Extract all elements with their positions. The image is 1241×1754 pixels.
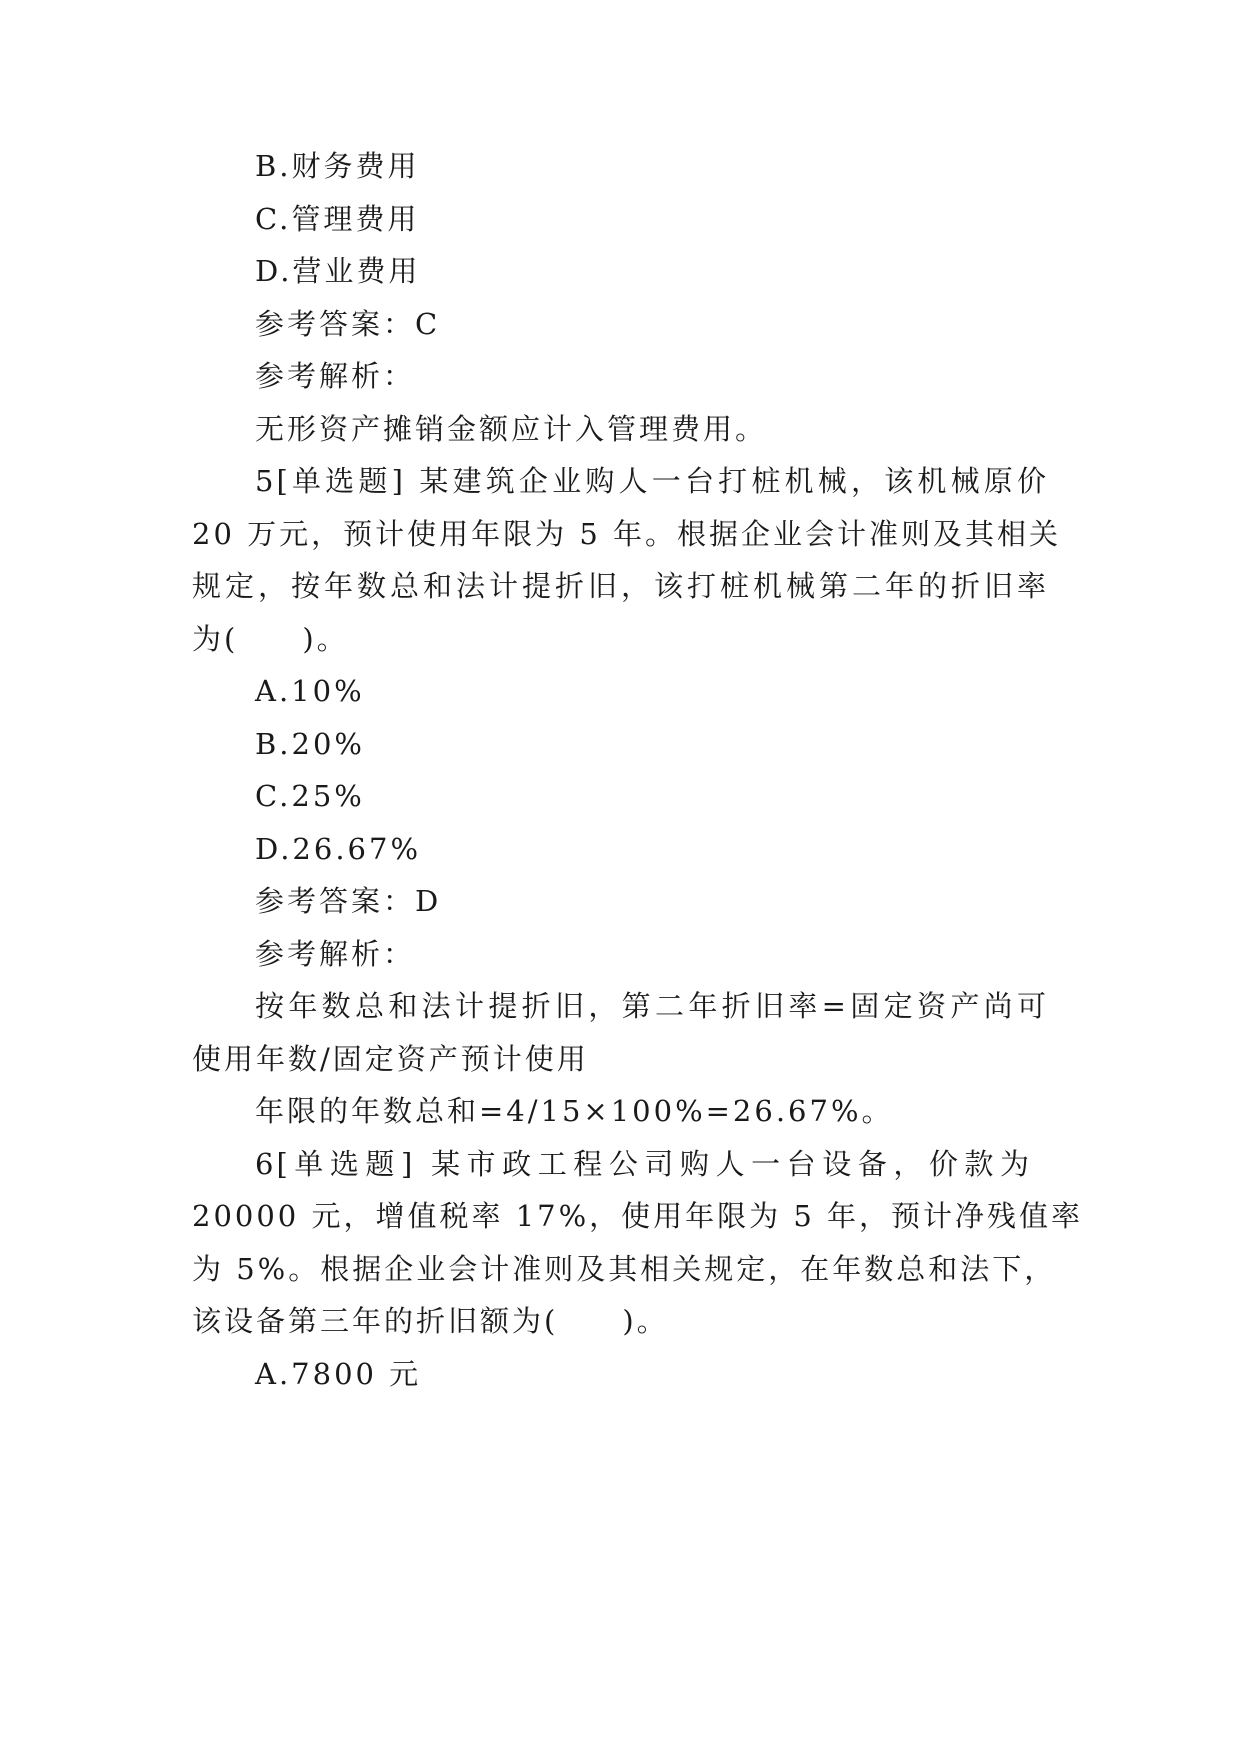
q4-option-b: B.财务费用 [255, 149, 420, 183]
q5-option-a: A.10% [255, 674, 365, 708]
q6-stem-line-1: 6[单选题] 某市政工程公司购人一台设备，价款为 [255, 1147, 1032, 1181]
q5-answer: 参考答案：D [255, 884, 442, 918]
q4-analysis-label: 参考解析： [255, 359, 416, 393]
q6-stem-line-3: 为 5%。根据企业会计准则及其相关规定，在年数总和法下， [192, 1252, 1057, 1286]
q5-analysis-line-1: 按年数总和法计提折旧，第二年折旧率=固定资产尚可 [255, 989, 1049, 1023]
q6-stem-line-4: 该设备第三年的折旧额为( )。 [192, 1304, 669, 1338]
q5-analysis-line-2: 使用年数/固定资产预计使用 [192, 1042, 589, 1076]
q4-option-c: C.管理费用 [255, 202, 420, 236]
q6-option-a: A.7800 元 [255, 1357, 422, 1391]
q5-stem-line-4: 为( )。 [192, 622, 349, 656]
q5-stem-line-1: 5[单选题] 某建筑企业购人一台打桩机械，该机械原价 [255, 464, 1049, 498]
q5-option-d: D.26.67% [255, 832, 422, 866]
q5-stem-line-2: 20 万元，预计使用年限为 5 年。根据企业会计准则及其相关 [192, 517, 1062, 551]
q4-analysis-text: 无形资产摊销金额应计入管理费用。 [255, 412, 768, 446]
q6-stem-line-2: 20000 元，增值税率 17%，使用年限为 5 年，预计净残值率 [192, 1199, 1084, 1233]
q5-option-c: C.25% [255, 779, 365, 813]
q4-option-d: D.营业费用 [255, 254, 421, 288]
q5-analysis-label: 参考解析： [255, 937, 416, 971]
q5-stem-line-3: 规定，按年数总和法计提折旧，该打桩机械第二年的折旧率 [192, 569, 1049, 603]
q4-answer: 参考答案：C [255, 307, 441, 341]
q5-option-b: B.20% [255, 727, 365, 761]
q5-analysis-line-3: 年限的年数总和=4/15×100%=26.67%。 [255, 1094, 894, 1128]
